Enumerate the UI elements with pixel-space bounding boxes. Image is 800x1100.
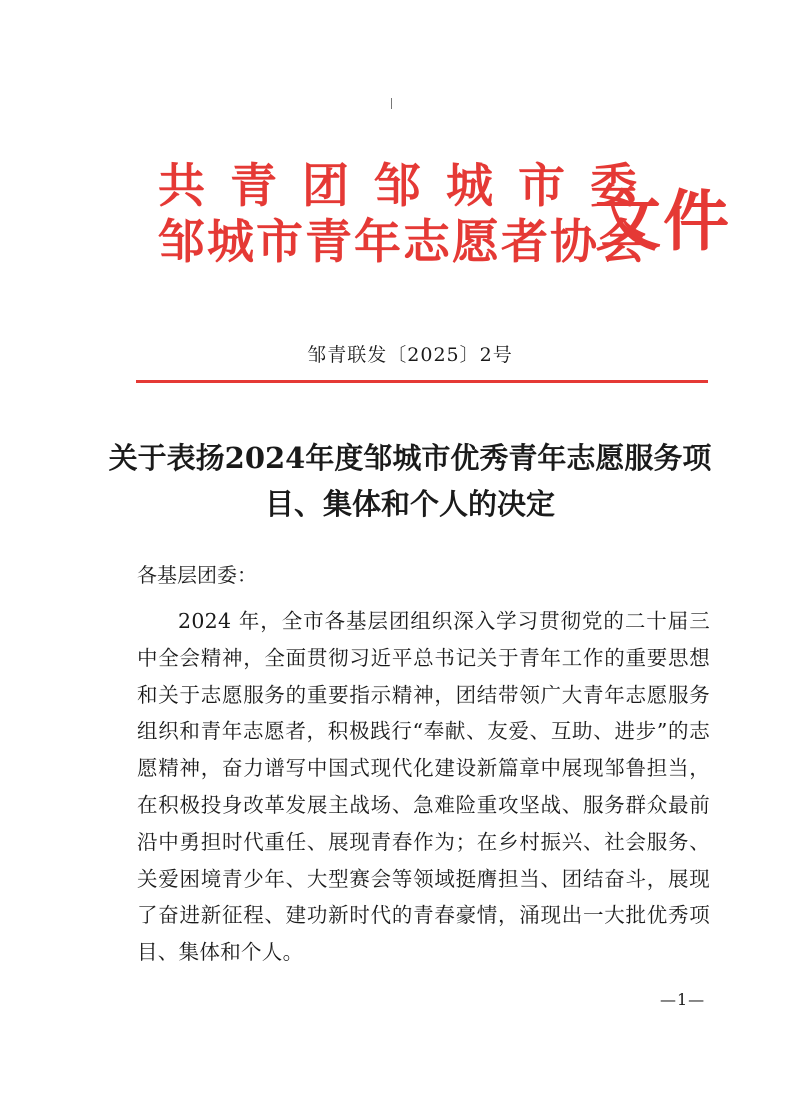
document-number: 邹青联发〔2025〕2号 <box>307 344 513 366</box>
file-label: 文件 <box>595 182 731 260</box>
page-number: —1— <box>660 990 706 1009</box>
salutation: 各基层团委： <box>137 563 257 587</box>
body-paragraph: 2024 年，全市各基层团组织深入学习贯彻党的二十届三中全会精神，全面贯彻习近平总书记关于青年工作的重要思想和关于志愿服务的重要指示精神，团结带领广大青年志愿服务组织和青年志愿者，积极践行“奉献、友爱、互助、进步”的志愿精神，奋力谱写中国式现代化建设新篇章中展现邹鲁担当，在积极投身改革发展主战场、急难险重攻坚战、服务群众最前沿中勇担时代重任、展现青春作为；在乡村振兴、社会服务、关爱困境青少年、大型赛会等领域挺膺担当、团结奋斗，展现了奋进新征程、建功新时代的青春豪情，涌现出一大批优秀项目、集体和个人。 <box>137 609 710 965</box>
document-header <box>140 155 731 275</box>
issuer-line-2: 邹城市青年志愿者协会 <box>158 215 648 270</box>
issuer-line-1: 共青团邹城市委 <box>158 159 662 214</box>
document-title: 关于表扬2024年度邹城市优秀青年志愿服务项目、集体和个人的决定 <box>108 441 712 521</box>
scan-artifact <box>391 98 392 109</box>
red-divider-line <box>136 380 708 383</box>
